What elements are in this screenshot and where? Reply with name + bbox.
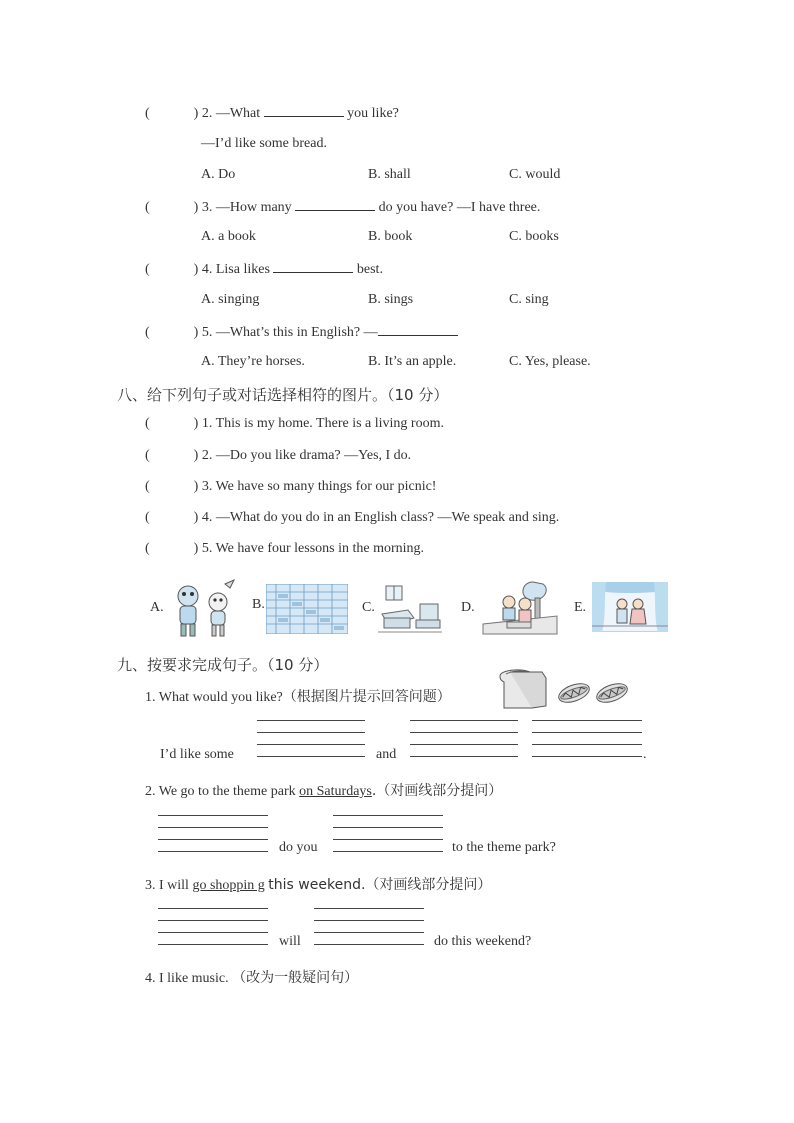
writing-line[interactable] (410, 756, 518, 757)
sentence-task-2 (145, 780, 502, 800)
option-b: B. shall (368, 167, 411, 182)
option-c: C. sing (509, 292, 549, 307)
task-text: 2. We go to the theme park (145, 784, 296, 799)
writing-line[interactable] (158, 908, 268, 909)
writing-line[interactable] (532, 756, 642, 757)
writing-line[interactable] (532, 744, 642, 745)
match-item (145, 448, 411, 464)
writing-line[interactable] (333, 839, 443, 840)
writing-line[interactable] (257, 744, 365, 745)
option-c: C. would (509, 167, 561, 182)
question-text: —How many (215, 200, 292, 215)
writing-line[interactable] (158, 932, 268, 933)
period: . (643, 747, 647, 762)
timetable-icon (266, 584, 348, 639)
writing-line[interactable] (314, 908, 424, 909)
section-9-title: 九、按要求完成句子。（10 分） (117, 656, 329, 674)
match-item (145, 510, 559, 526)
writing-line[interactable] (257, 732, 365, 733)
question-text: Lisa likes (215, 262, 270, 277)
underlined-phrase: go shoppin g (192, 878, 265, 893)
option-b: B. book (368, 229, 413, 244)
task-instruction: this weekend.（对画线部分提问） (268, 877, 492, 893)
writing-line[interactable] (532, 720, 642, 721)
answer-paren-close: ) (193, 510, 199, 525)
answer-paren-open: ( (145, 325, 150, 340)
cartoon-characters-icon (170, 578, 236, 643)
conjunction: and (376, 747, 397, 762)
sentence-task-4: 4. I like music. （改为一般疑问句） (145, 971, 359, 986)
option-a: A. They’re horses. (201, 354, 305, 369)
answer-paren-open: ( (145, 510, 150, 525)
match-item (145, 541, 424, 557)
match-text: 5. We have four lessons in the morning. (201, 541, 425, 556)
answer-paren-open: ( (145, 106, 150, 121)
answer-paren-close: ) (193, 262, 199, 277)
question-text: —What’s this in English? — (215, 325, 378, 340)
fill-blank[interactable] (264, 104, 344, 117)
sentence-prefix: I’d like some (160, 747, 234, 762)
picture-label-b: B. (252, 597, 265, 612)
question-text: best. (356, 262, 383, 277)
sentence-end: do this weekend? (434, 934, 532, 949)
writing-line[interactable] (410, 744, 518, 745)
picture-label-e: E. (574, 600, 587, 615)
writing-line[interactable] (410, 732, 518, 733)
answer-paren-close: ) (193, 541, 199, 556)
picture-label-a: A. (150, 600, 164, 615)
answer-paren-open: ( (145, 262, 150, 277)
answer-paren-open: ( (145, 479, 150, 494)
sentence-middle: will (279, 934, 301, 949)
writing-line[interactable] (158, 920, 268, 921)
fill-blank[interactable] (378, 323, 458, 336)
question-5 (145, 323, 458, 341)
answer-paren-open: ( (145, 541, 150, 556)
writing-line[interactable] (158, 839, 268, 840)
stage-drama-icon (592, 582, 668, 637)
writing-line[interactable] (410, 720, 518, 721)
match-text: 3. We have so many things for our picnic! (201, 479, 437, 494)
answer-paren-close: ) (193, 416, 199, 431)
underlined-phrase: on Saturdays (299, 784, 372, 799)
option-b: B. It’s an apple. (368, 354, 457, 369)
sentence-task-3 (145, 874, 491, 894)
writing-line[interactable] (257, 756, 365, 757)
writing-line[interactable] (158, 851, 268, 852)
task-instruction: .（对画线部分提问） (371, 783, 503, 799)
match-item (145, 479, 436, 495)
question-text: —What (215, 106, 261, 121)
writing-line[interactable] (314, 932, 424, 933)
writing-line[interactable] (333, 827, 443, 828)
bread-icon (496, 668, 548, 715)
question-number: 2. (201, 106, 213, 121)
writing-line[interactable] (314, 944, 424, 945)
picture-label-d: D. (461, 600, 475, 615)
writing-line[interactable] (314, 920, 424, 921)
fill-blank[interactable] (295, 198, 375, 211)
option-b: B. sings (368, 292, 414, 307)
match-text: 1. This is my home. There is a living room. (201, 416, 444, 431)
option-a: A. singing (201, 292, 260, 307)
writing-line[interactable] (333, 815, 443, 816)
answer-paren-open: ( (145, 448, 150, 463)
writing-line[interactable] (158, 815, 268, 816)
question-text: do you have? —I have three. (378, 200, 541, 215)
writing-line[interactable] (158, 827, 268, 828)
sentence-end: to the theme park? (452, 840, 556, 855)
question-number: 3. (201, 200, 213, 215)
sentence-middle: do you (279, 840, 318, 855)
match-item (145, 416, 444, 432)
match-text: 4. —What do you do in an English class? —We speak and sing. (201, 510, 560, 525)
match-text: 2. —Do you like drama? —Yes, I do. (201, 448, 412, 463)
living-room-icon (378, 584, 442, 639)
option-c: C. Yes, please. (509, 354, 591, 369)
sentence-task-1: 1. What would you like?（根据图片提示回答问题） (145, 690, 451, 705)
option-a: A. Do (201, 167, 236, 182)
dialogue-answer: —I’d like some bread. (201, 136, 327, 151)
question-4 (145, 260, 383, 278)
section-8-title: 八、给下列句子或对话选择相符的图片。（10 分） (117, 386, 449, 404)
fill-blank[interactable] (273, 260, 353, 273)
option-a: A. a book (201, 229, 256, 244)
hot-dog-icon (556, 676, 632, 715)
question-2 (145, 104, 399, 122)
answer-paren-close: ) (193, 479, 199, 494)
answer-paren-close: ) (193, 200, 199, 215)
answer-paren-close: ) (193, 106, 199, 121)
picture-label-c: C. (362, 600, 375, 615)
task-text: 3. I will (145, 878, 189, 893)
question-text: you like? (347, 106, 399, 121)
writing-line[interactable] (333, 851, 443, 852)
answer-paren-close: ) (193, 448, 199, 463)
writing-line[interactable] (257, 720, 365, 721)
question-text: 5. (201, 325, 213, 340)
option-c: C. books (509, 229, 559, 244)
question-number: 4. (201, 262, 213, 277)
picnic-icon (481, 578, 559, 641)
answer-paren-open: ( (145, 200, 150, 215)
question-3 (145, 198, 540, 216)
writing-line[interactable] (158, 944, 268, 945)
answer-paren-close: ) (193, 325, 199, 340)
answer-paren-open: ( (145, 416, 150, 431)
writing-line[interactable] (532, 732, 642, 733)
